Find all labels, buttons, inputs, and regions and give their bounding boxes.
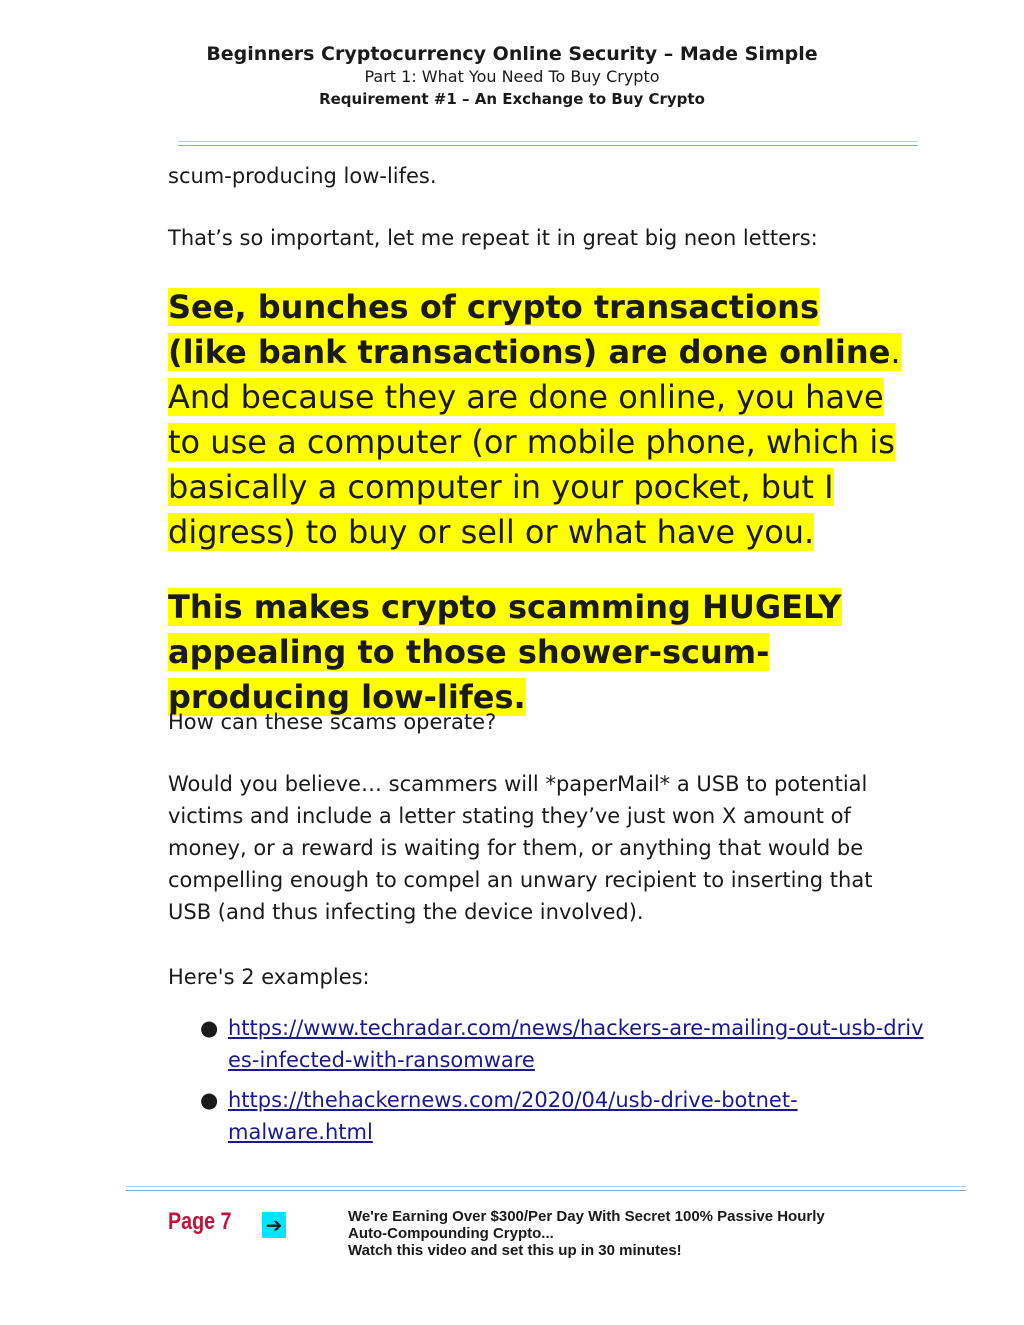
highlighted-text: . And because they are done online, you have to use a computer (or mobile phone, which is basically a computer in your pocket, but I digress) to buy or sell or what have you. <box>168 333 901 551</box>
link-thehackernews[interactable]: https://thehackernews.com/2020/04/usb-drive-botnet-malware.html <box>228 1088 798 1144</box>
document-title: Beginners Cryptocurrency Online Security – Made Simple <box>206 43 818 65</box>
header-divider-top <box>178 141 918 142</box>
footer-divider-top <box>126 1186 966 1187</box>
page-number: Page 7 <box>168 1208 232 1235</box>
promo-link[interactable] <box>348 1208 908 1259</box>
highlighted-bold-warning: This makes crypto scamming HUGELY appealing to those shower-scum-producing low-lifes. <box>168 588 842 716</box>
paragraph-examples: Here's 2 examples: <box>168 965 370 989</box>
highlighted-paragraph-2 <box>168 585 908 720</box>
arrow-right-icon[interactable]: ➔ <box>262 1212 286 1238</box>
highlighted-paragraph-1 <box>168 285 908 555</box>
list-item <box>168 1084 928 1148</box>
paragraph-usb-scam: Would you believe… scammers will *paperMail* a USB to potential victims and include a letter stating they’ve just won X amount of money, or a reward is waiting for them, or anything that would be compelling enough to compel an unwary recipient to inserting that USB (and thus infecting the device involved). <box>168 772 873 924</box>
bullet-icon: ● <box>200 1088 219 1112</box>
bullet-icon: ● <box>200 1016 219 1040</box>
paragraph-repeat: That’s so important, let me repeat it in great big neon letters: <box>168 226 818 250</box>
paragraph-continuation: scum-producing low-lifes. <box>168 164 437 188</box>
requirement-heading: Requirement #1 – An Exchange to Buy Crypto <box>319 90 705 108</box>
header-divider-bottom <box>178 145 918 146</box>
footer-divider-bottom <box>126 1190 966 1191</box>
list-item <box>168 1012 928 1076</box>
document-header <box>0 42 1024 110</box>
promo-line-1: We're Earning Over $300/Per Day With Secret 100% Passive Hourly <box>348 1208 825 1225</box>
document-subtitle: Part 1: What You Need To Buy Crypto <box>364 67 660 86</box>
link-techradar[interactable]: https://www.techradar.com/news/hackers-are-mailing-out-usb-drives-infected-with-ransomware <box>228 1016 924 1072</box>
highlighted-bold-text: See, bunches of crypto transactions (like bank transactions) are done online <box>168 288 891 371</box>
promo-line-2: Auto-Compounding Crypto... <box>348 1225 554 1242</box>
example-links-list <box>168 1012 928 1156</box>
promo-line-3: Watch this video and set this up in 30 minutes! <box>348 1242 682 1259</box>
paragraph-question: How can these scams operate? <box>168 710 497 734</box>
